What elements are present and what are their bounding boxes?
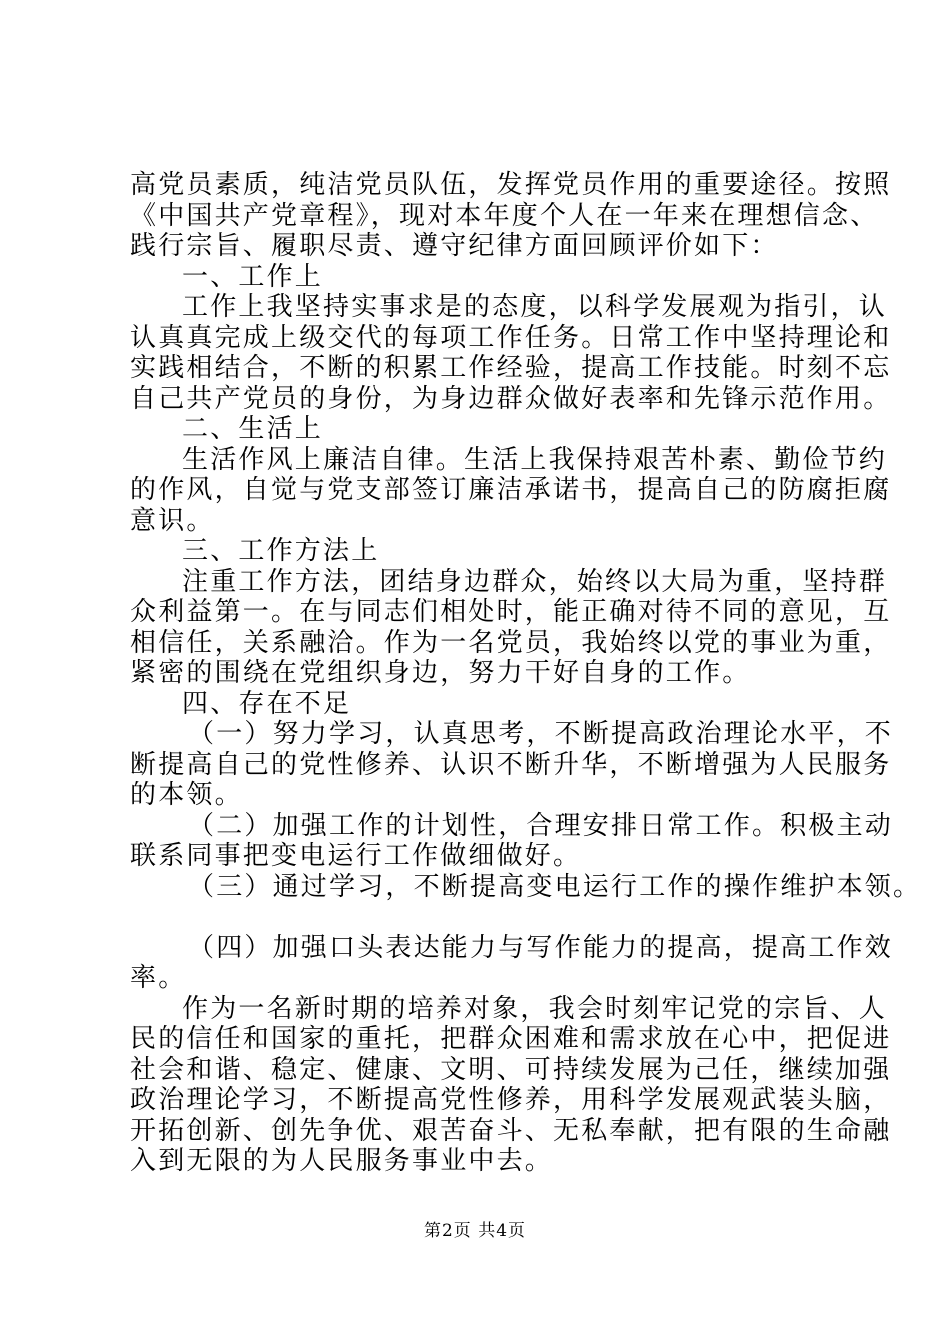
text-line: 注重工作方法，团结身边群众，始终以大局为重，坚持群: [182, 566, 888, 597]
text-line: 率。: [130, 963, 187, 993]
document-body: [130, 170, 922, 1177]
text-line: 实践相结合，不断的积累工作经验，提高工作技能。时刻不忘: [130, 353, 892, 383]
text-line: 的作风，自觉与党支部签订廉洁承诺书，提高自己的防腐拒腐: [130, 475, 892, 505]
text-line: 《中国共产党章程》，现对本年度个人在一年来在理想信念、: [130, 200, 879, 231]
text-line: 高党员素质，纯洁党员队伍，发挥党员作用的重要途径。按照: [130, 170, 892, 200]
text-line: 生活作风上廉洁自律。生活上我保持艰苦朴素、勤俭节约: [182, 444, 888, 475]
text-line: 工作上我坚持实事求是的态度，以科学发展观为指引，认: [182, 292, 888, 322]
section-heading: 二、生活上: [182, 414, 324, 444]
text-line: （三）通过学习，不断提高变电运行工作的操作维护本领。: [188, 871, 922, 902]
blank-line: [130, 902, 830, 933]
text-line: 联系同事把变电运行工作做细做好。: [130, 841, 582, 871]
text-line: 社会和谐、稳定、健康、文明、可持续发展为己任，继续加强: [130, 1054, 892, 1085]
text-line: 自己共产党员的身份，为身边群众做好表率和先锋示范作用。: [130, 383, 892, 414]
text-line: 政治理论学习，不断提高党性修养，用科学发展观武装头脑，: [130, 1085, 892, 1115]
text-line: 作为一名新时期的培养对象，我会时刻牢记党的宗旨、人: [182, 993, 888, 1024]
text-line: （二）加强工作的计划性，合理安排日常工作。积极主动: [188, 810, 894, 841]
text-line: 开拓创新、创先争优、艰苦奋斗、无私奉献，把有限的生命融: [130, 1115, 892, 1146]
text-line: 认真真完成上级交代的每项工作任务。日常工作中坚持理论和: [130, 322, 892, 353]
text-line: 践行宗旨、履职尽责、遵守纪律方面回顾评价如下：: [130, 231, 779, 261]
text-line: 紧密的围绕在党组织身边，努力干好自身的工作。: [130, 658, 751, 688]
text-line: 民的信任和国家的重托，把群众困难和需求放在心中，把促进: [130, 1024, 892, 1054]
text-line: 断提高自己的党性修养、认识不断升华，不断增强为人民服务: [130, 749, 892, 780]
section-heading: 四、存在不足: [182, 688, 352, 719]
text-line: （一）努力学习，认真思考，不断提高政治理论水平，不: [188, 719, 894, 749]
text-line: 意识。: [130, 505, 215, 536]
text-line: 众利益第一。在与同志们相处时，能正确对待不同的意见，互: [130, 597, 892, 627]
page-number-footer: 第2页 共4页: [423, 1221, 527, 1241]
text-line: 的本领。: [130, 780, 243, 810]
section-heading: 三、工作方法上: [182, 536, 380, 566]
text-line: （四）加强口头表达能力与写作能力的提高，提高工作效: [188, 932, 894, 963]
section-heading: 一、工作上: [182, 261, 324, 292]
text-line: 相信任，关系融洽。作为一名党员，我始终以党的事业为重，: [130, 627, 892, 658]
text-line: 入到无限的为人民服务事业中去。: [130, 1146, 554, 1176]
